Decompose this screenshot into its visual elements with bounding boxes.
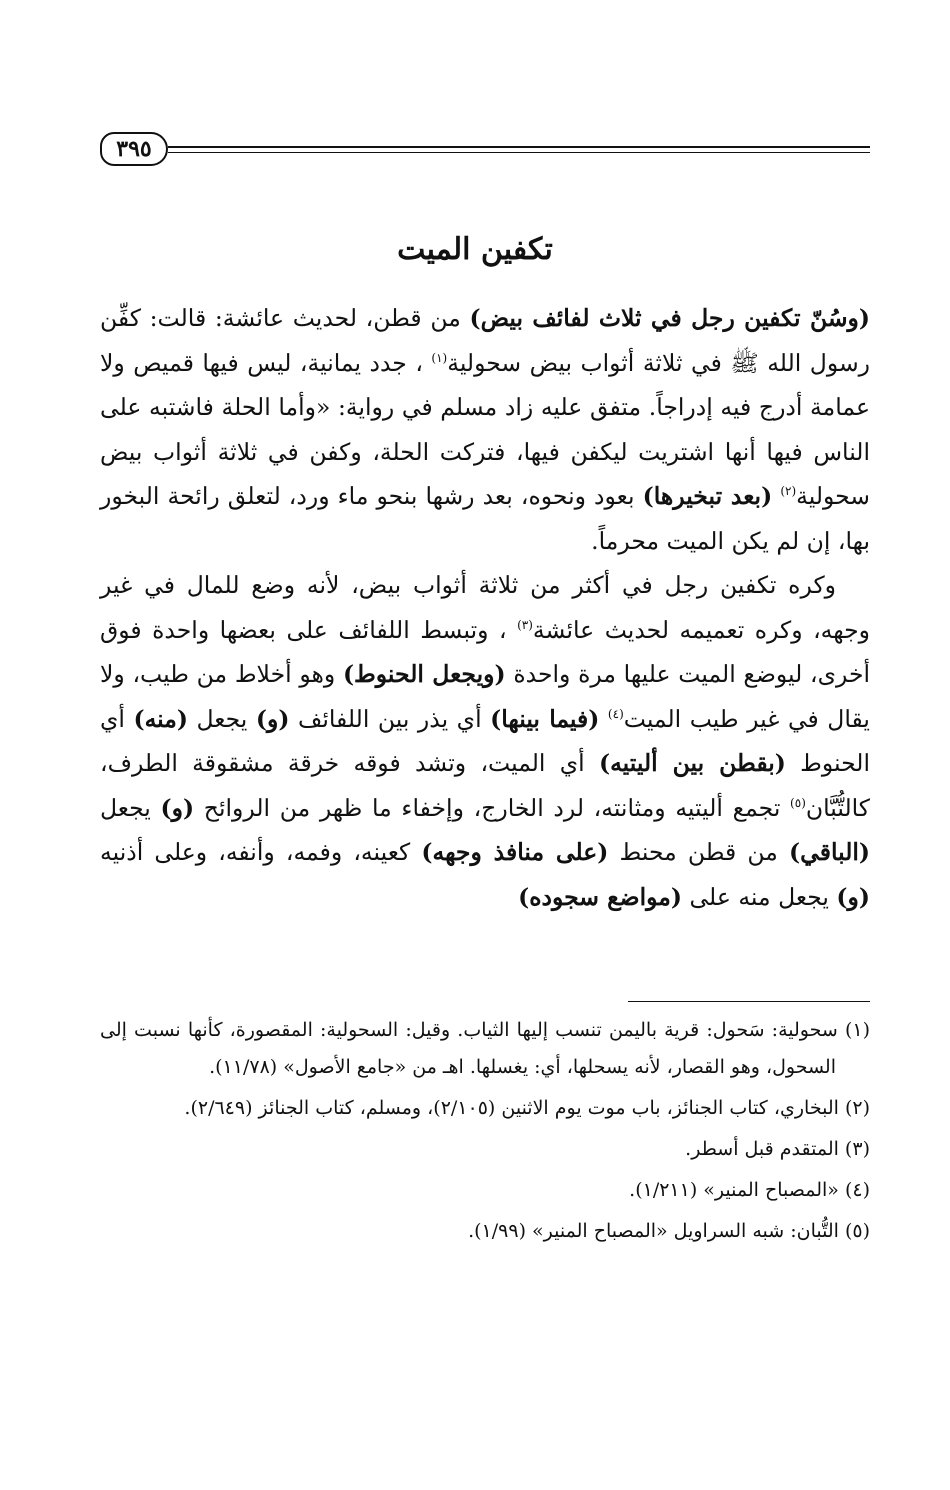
bold-text-run: (وسُنّ تكفين رجل في ثلاث لفائف بيض) [469, 304, 870, 332]
footnote-1: (١) سحولية: سَحول: قرية باليمن تنسب إليها الثياب. وقيل: السحولية: المقصورة، كأنها نسبت إلى السحول، وهو القصار، لأنه يسحلها، أي: يغسلها. اهـ من «جامع الأصول» (١١/٧٨). [100, 1019, 870, 1078]
section-title: تكفين الميت [397, 232, 553, 267]
text-run: تجمع أليتيه ومثانته، لرد الخارج، وإخفاء ما ظهر من الروائح [194, 793, 791, 822]
text-run: أي الميت، وتشد فوقه خرقة مشقوقة الطرف، كالتُّبَّان [100, 749, 870, 822]
footnote-5: (٥) التُّبان: شبه السراويل «المصباح المنير» (١/٩٩). [468, 1220, 870, 1242]
bold-text-run: (منه) [133, 704, 188, 733]
text-run: وهو أخلاط من طيب، ولا يقال في غير طيب الميت [100, 660, 870, 733]
bold-text-run: (على منافذ وجهه) [421, 838, 609, 866]
bold-text-run: (مواضع سجوده) [518, 882, 682, 911]
footnote-marker: (٥) [790, 795, 806, 810]
text-run: يجعل [187, 704, 256, 733]
footnote-4: (٤) «المصباح المنير» (١/٢١١). [629, 1179, 870, 1201]
text-run: بعود ونحوه، بعد رشها بنحو ماء ورد، لتعلق رائحة البخور بها، إن لم يكن الميت محرماً. [100, 482, 870, 555]
bold-text-run: (و) [836, 882, 870, 911]
bold-text-run: (بقطن بين أليتيه) [598, 749, 786, 777]
page-number: ٣٩٥ [100, 132, 168, 166]
bold-text-run: (الباقي) [789, 838, 870, 866]
footnote-marker: (٣) [517, 617, 533, 632]
footnotes [100, 1012, 870, 1254]
footnote-marker: (١) [431, 350, 448, 365]
bold-text-run: (فيما بينها) [490, 704, 600, 733]
text-run: ، وتبسط اللفائف على بعضها واحدة فوق أخرى، ليوضع الميت عليها مرة واحدة [100, 615, 870, 688]
page-header [100, 128, 870, 168]
text-run: من قطن، لحديث عائشة: قالت: كفِّن رسول الله ﷺ في ثلاثة أثواب بيض سحولية [100, 304, 870, 377]
header-rule-thin [168, 152, 870, 153]
paragraph [100, 563, 870, 919]
header-rule-thick [168, 146, 870, 148]
paragraph [100, 296, 870, 563]
text-run: من قطن محنط [608, 838, 789, 866]
text-run: أي الحنوط [100, 704, 870, 777]
text-run: كعينه، وفمه، وأنفه، وعلى أذنيه [100, 838, 422, 866]
footnote-separator [628, 1001, 870, 1002]
footnote-marker: (٤) [607, 706, 624, 721]
text-run: ، جدد يمانية، ليس فيها قميص ولا عمامة أدرج فيه إدراجاً. متفق عليه زاد مسلم في رواية: «وأما الحلة فاشتبه على الناس فيها أنها اشتريت ليكفن فيها، فتركت الحلة، وكفن في ثلاثة أثواب بيض سحولية [100, 348, 870, 510]
bold-text-run: (بعد تبخيرها) [642, 482, 773, 510]
footnote-2: (٢) البخاري، كتاب الجنائز، باب موت يوم الاثنين (٢/١٠٥)، ومسلم، كتاب الجنائز (٢/٦٤٩). [184, 1097, 870, 1119]
bold-text-run: (و) [255, 704, 290, 733]
text-run: وكره تكفين رجل في أكثر من ثلاثة أثواب بيض، لأنه وضع للمال في غير وجهه، وكره تعميمه لحديث عائشة [100, 571, 870, 644]
text-run: يجعل [100, 793, 161, 822]
bold-text-run: (و) [160, 793, 195, 822]
text-run [599, 705, 608, 733]
bold-text-run: (ويجعل الحنوط) [342, 660, 506, 688]
body-text [100, 296, 870, 919]
footnote-3: (٣) المتقدم قبل أسطر. [685, 1138, 870, 1160]
text-run: يجعل منه على [682, 882, 837, 911]
text-run: أي يذر بين اللفائف [289, 704, 491, 733]
footnote-marker: (٢) [780, 484, 797, 499]
